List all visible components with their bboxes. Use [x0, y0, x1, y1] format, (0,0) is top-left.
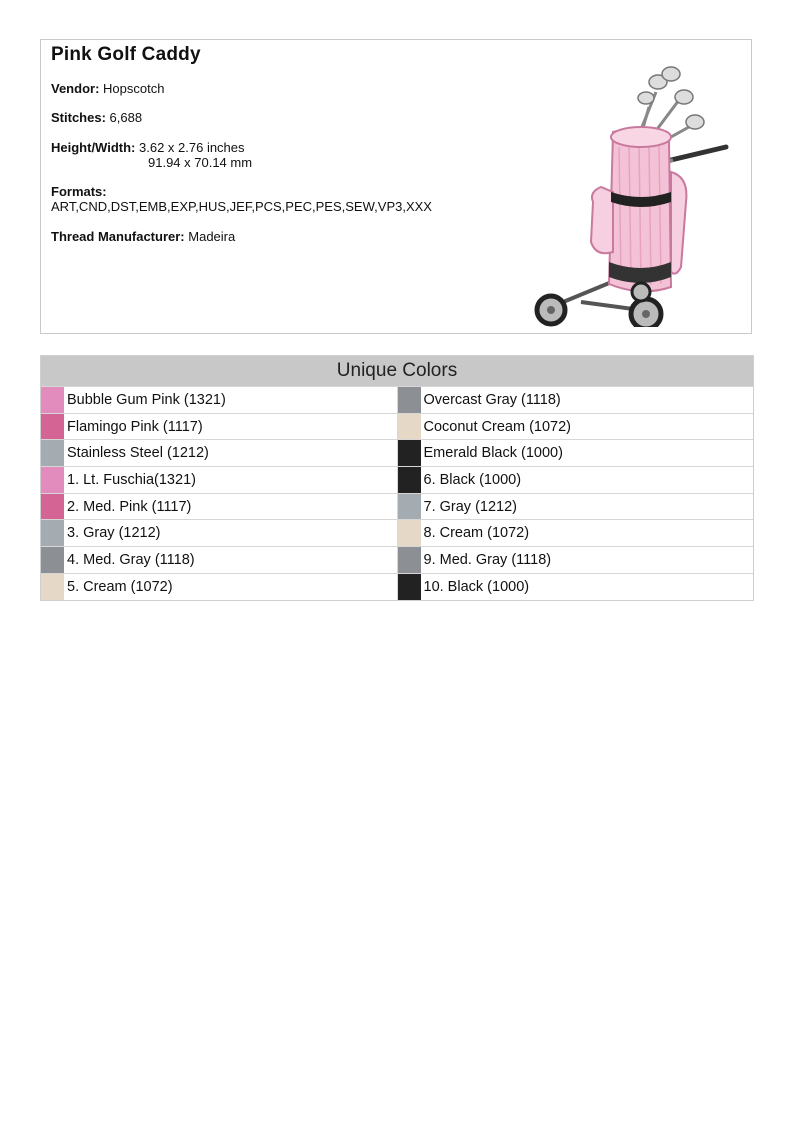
color-row: [41, 386, 397, 413]
size-label: Height/Width:: [51, 140, 136, 155]
color-swatch: [398, 574, 421, 600]
color-row: [398, 546, 754, 573]
color-label: 7. Gray (1212): [423, 498, 517, 515]
color-row: [41, 493, 397, 520]
color-row: [41, 439, 397, 466]
design-title: Pink Golf Caddy: [51, 44, 201, 65]
color-swatch: [41, 387, 64, 413]
thread-label: Thread Manufacturer:: [51, 229, 185, 244]
formats-value: ART,CND,DST,EMB,EXP,HUS,JEF,PCS,PEC,PES,SEW,VP3,XXX: [51, 199, 432, 214]
color-label: Flamingo Pink (1117): [67, 418, 203, 435]
color-label: 5. Cream (1072): [67, 578, 173, 595]
colors-left-column: [41, 386, 397, 600]
color-swatch: [398, 467, 421, 493]
color-swatch: [398, 440, 421, 466]
color-label: 6. Black (1000): [423, 472, 522, 489]
stitches-value: 6,688: [109, 110, 143, 125]
color-swatch: [41, 414, 64, 440]
color-label: 9. Med. Gray (1118): [423, 552, 552, 569]
color-label: 8. Cream (1072): [423, 525, 530, 542]
color-swatch: [398, 547, 421, 573]
color-swatch: [41, 494, 64, 520]
formats-field: [51, 184, 432, 214]
color-row: [398, 573, 754, 600]
color-label: 3. Gray (1212): [67, 525, 161, 542]
color-swatch: [398, 387, 421, 413]
color-swatch: [41, 467, 64, 493]
golf-caddy-image: [521, 52, 736, 327]
colors-rows: [41, 386, 753, 600]
thread-field: [51, 229, 235, 244]
color-swatch: [398, 494, 421, 520]
unique-colors-table: [40, 355, 754, 601]
color-row: [41, 413, 397, 440]
color-row: [398, 493, 754, 520]
color-label: Stainless Steel (1212): [67, 445, 209, 462]
color-label: Overcast Gray (1118): [423, 392, 561, 408]
color-row: [41, 466, 397, 493]
color-swatch: [41, 440, 64, 466]
color-label: 2. Med. Pink (1117): [67, 498, 192, 515]
size-mm: 91.94 x 70.14 mm: [148, 155, 253, 170]
color-swatch: [41, 574, 64, 600]
color-row: [41, 519, 397, 546]
stitches-label: Stitches:: [51, 110, 106, 125]
color-row: [41, 546, 397, 573]
color-row: [398, 386, 754, 413]
stitches-field: [51, 110, 142, 125]
color-label: 4. Med. Gray (1118): [67, 552, 195, 569]
color-label: 10. Black (1000): [423, 578, 530, 595]
color-row: [41, 573, 397, 600]
vendor-label: Vendor:: [51, 81, 100, 96]
color-row: [398, 413, 754, 440]
thread-value: Madeira: [188, 229, 236, 244]
vendor-field: [51, 81, 164, 96]
size-field: [51, 140, 252, 170]
unique-colors-header: Unique Colors: [41, 356, 753, 386]
color-swatch: [398, 520, 421, 546]
color-row: [398, 519, 754, 546]
color-label: Coconut Cream (1072): [423, 418, 571, 435]
design-info-card: [40, 39, 752, 334]
formats-label: Formats:: [51, 184, 107, 199]
color-row: [398, 439, 754, 466]
color-label: Bubble Gum Pink (1321): [67, 392, 226, 408]
vendor-value: Hopscotch: [103, 81, 165, 96]
color-label: Emerald Black (1000): [423, 445, 563, 462]
color-row: [398, 466, 754, 493]
color-label: 1. Lt. Fuschia(1321): [67, 472, 196, 489]
color-swatch: [398, 414, 421, 440]
color-swatch: [41, 547, 64, 573]
colors-right-column: [397, 386, 754, 600]
color-swatch: [41, 520, 64, 546]
size-inches: 3.62 x 2.76 inches: [139, 140, 245, 155]
